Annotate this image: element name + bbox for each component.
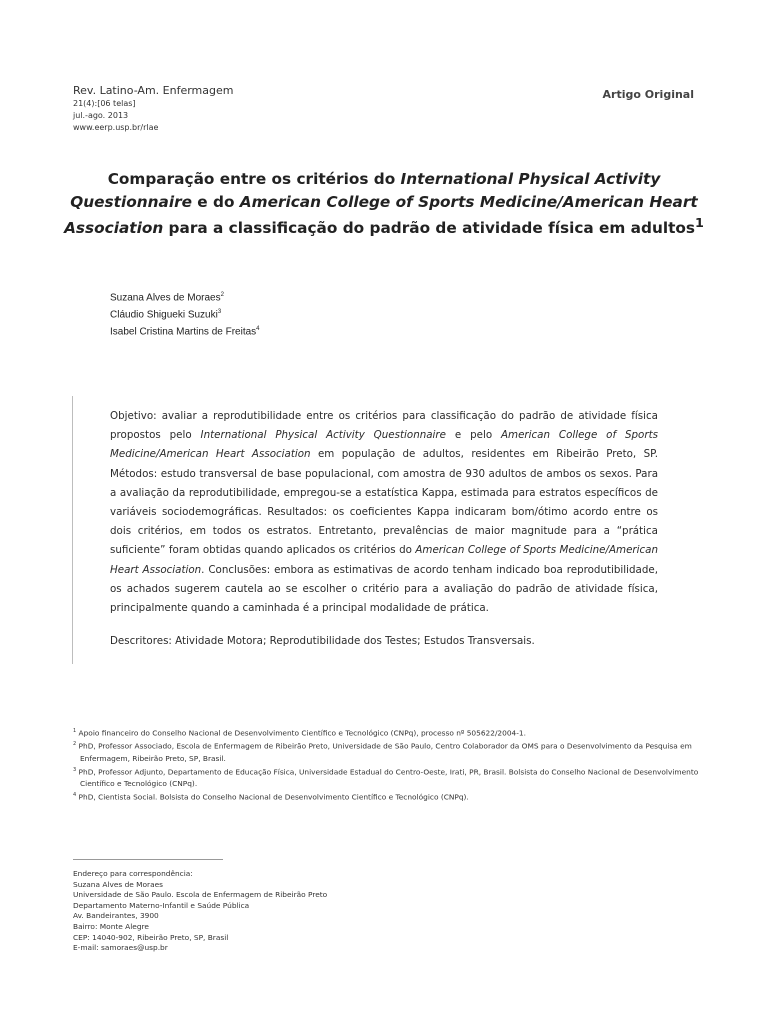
article-title: Comparação entre os critérios do International Physical Activity Questionnaire e do American College of Sports Medicine/American Heart Association para a classificação do padrão de atividade física em adultos$^1$ (64, 170, 704, 238)
correspondence-divider (73, 859, 223, 860)
footnotes (73, 726, 703, 803)
correspondence-line: Universidade de São Paulo. Escola de Enfermagem de Ribeirão Preto (73, 890, 328, 900)
abstract-divider (72, 396, 73, 664)
issue-info: 21(4):[06 telas] (73, 99, 136, 108)
correspondence-line: Bairro: Monte Alegre (73, 921, 149, 931)
correspondence-line: CEP: 14040-902, Ribeirão Preto, SP, Brasil (73, 932, 229, 942)
author-1: Suzana Alves de Moraes$^2$ (110, 292, 224, 304)
descriptors: Descritores: Atividade Motora; Reprodutibilidade dos Testes; Estudos Transversais. (110, 635, 535, 647)
correspondence-line: Departamento Materno-Infantil e Saúde Pública (73, 900, 250, 910)
author-3: Isabel Cristina Martins de Freitas$^4$ (110, 326, 260, 338)
footnote-2: $^2$ PhD, Professor Associado, Escola de Enfermagem de Ribeirão Preto, Universidade de São Paulo, Centro Colaborador da OMS para o Desenvolvimento da Pesquisa em Enfermagem, Ribeirão Preto, SP, Brasil. (73, 741, 692, 763)
correspondence-block (73, 869, 327, 954)
correspondence-email[interactable]: E-mail: samoraes@usp.br (73, 943, 168, 953)
issue-date: jul.-ago. 2013 (73, 111, 129, 120)
correspondence-heading: Endereço para correspondência: (73, 869, 193, 878)
journal-url[interactable]: www.eerp.usp.br/rlae (73, 123, 159, 132)
author-2: Cláudio Shigueki Suzuki$^3$ (110, 309, 222, 321)
correspondence-line: Av. Bandeirantes, 3900 (73, 911, 159, 921)
journal-name: Rev. Latino-Am. Enfermagem (73, 84, 234, 97)
abstract-text: Objetivo: avaliar a reprodutibilidade entre os critérios para classificação do padrão de atividade física propostos pelo International Physical Activity Questionnaire e pelo American College of Sports Medicine/American Heart Association em população de adultos, residentes em Ribeirão Preto, SP. Métodos: estudo transversal de base populacional, com amostra de 930 adultos de ambos os sexos. Para a avaliação da reprodutibilidade, empregou-se a estatística Kappa, estimada para estratos específicos de variáveis sociodemográficas. Resultados: os coeficientes Kappa indicaram bom/ótimo acordo entre os dois critérios, em todos os estratos. Entretanto, prevalências de maior magnitude para a “prática suficiente” foram obtidas quando aplicados os critérios do American College of Sports Medicine/American Heart Association. Conclusões: embora as estimativas de acordo tenham indicado boa reprodutibilidade, os achados sugerem cautela ao se escolher o critério para a avaliação do padrão de atividade física, principalmente quando a caminhada é a principal modalidade de prática. (110, 410, 658, 615)
footnote-4: $^4$ PhD, Cientista Social. Bolsista do Conselho Nacional de Desenvolvimento Científico e Tecnológico (CNPq). (73, 791, 469, 802)
footnote-3: $^3$ PhD, Professor Adjunto, Departamento de Educação Física, Universidade Estadual do Centro-Oeste, Irati, PR, Brasil. Bolsista do Conselho Nacional de Desenvolvimento Científico e Tecnológico (CNPq). (73, 766, 699, 789)
correspondence-line: Suzana Alves de Moraes (73, 879, 164, 889)
article-type-label: Artigo Original (602, 88, 694, 101)
footnote-1: $^1$ Apoio financeiro do Conselho Nacional de Desenvolvimento Científico e Tecnológico (CNPq), processo nº 505622/2004-1. (73, 728, 526, 738)
